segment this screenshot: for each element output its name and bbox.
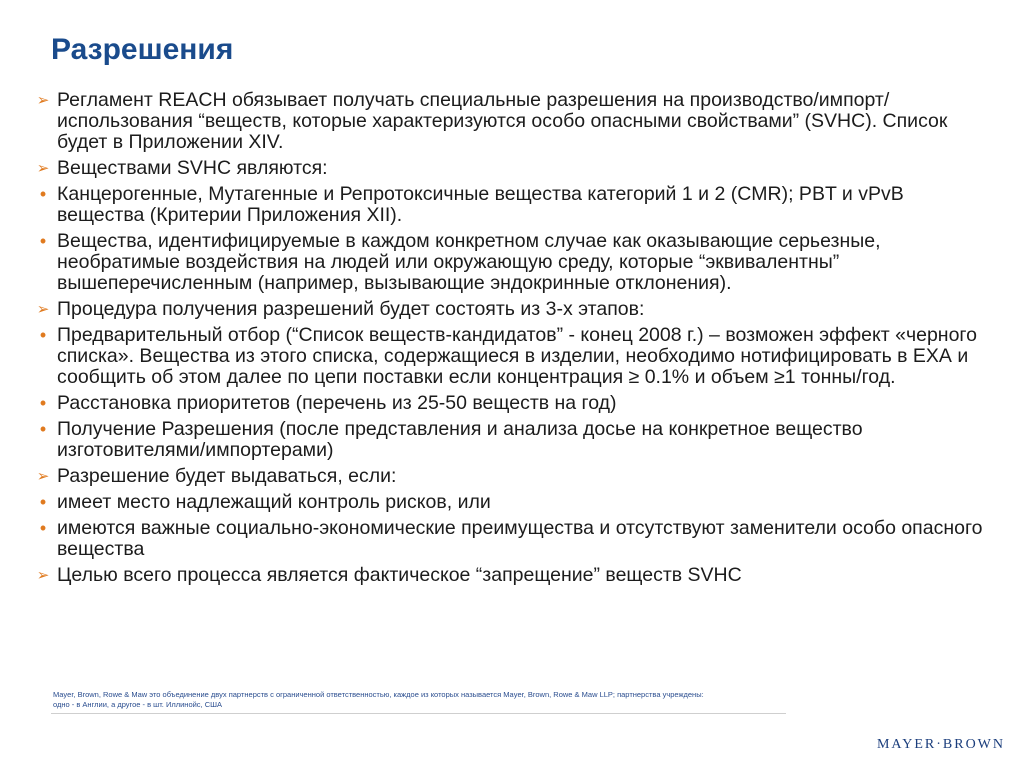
list-item xyxy=(36,492,996,513)
list-item xyxy=(36,231,996,294)
list-item-text: Канцерогенные, Мутагенные и Репротоксичные вещества категорий 1 и 2 (CMR); PBT и vPvB вещества (Критерии Приложения XII). xyxy=(57,183,904,226)
list-item xyxy=(36,419,996,461)
list-item xyxy=(36,393,996,414)
list-item-text: Регламент REACH обязывает получать специальные разрешения на производство/импорт/использования “веществ, которые характеризуются особо опасными свойствами” (SVHC). Список будет в Приложении XIV. xyxy=(57,89,948,153)
dot-bullet-icon: • xyxy=(39,393,47,413)
dot-bullet-icon: • xyxy=(39,325,47,345)
dot-bullet-icon: • xyxy=(39,419,47,439)
list-item-text: Целью всего процесса является фактическое “запрещение” веществ SVHC xyxy=(57,564,742,586)
arrow-bullet-icon: ➢ xyxy=(36,567,50,584)
footer-disclaimer-line: Mayer, Brown, Rowe & Maw это объединение двух партнерств с ограниченной ответственностью, каждое из которых называется Mayer, Brown, Rowe & Maw LLP; партнерства учреждены: xyxy=(53,690,704,699)
footer-disclaimer-line: одно - в Англии, а другое - в шт. Иллинойс, США xyxy=(53,700,223,709)
list-item-text: имеются важные социально-экономические преимущества и отсутствуют заменители особо опасного вещества xyxy=(57,517,983,560)
list-item-text: Веществами SVHC являются: xyxy=(57,157,328,179)
list-item xyxy=(36,299,996,320)
bullet-list xyxy=(36,90,996,591)
list-item xyxy=(36,565,996,586)
dot-bullet-icon: • xyxy=(39,184,47,204)
list-item xyxy=(36,184,996,226)
list-item xyxy=(36,466,996,487)
list-item-text: Получение Разрешения (после представления и анализа досье на конкретное вещество изготовителями/импортерами) xyxy=(57,418,863,461)
arrow-bullet-icon: ➢ xyxy=(36,92,50,109)
list-item-text: Вещества, идентифицируемые в каждом конкретном случае как оказывающие серьезные, необратимые воздействия на людей или окружающую среду, которые “эквивалентны” вышеперечисленным (например, вызывающие эндокринные отклонения). xyxy=(57,230,881,294)
list-item xyxy=(36,325,996,388)
list-item xyxy=(36,158,996,179)
dot-bullet-icon: • xyxy=(39,492,47,512)
footer-disclaimer xyxy=(53,690,813,710)
list-item xyxy=(36,90,996,153)
arrow-bullet-icon: ➢ xyxy=(36,301,50,318)
list-item-text: Расстановка приоритетов (перечень из 25-50 веществ на год) xyxy=(57,392,617,414)
list-item-text: Разрешение будет выдаваться, если: xyxy=(57,465,397,487)
dot-bullet-icon: • xyxy=(39,518,47,538)
company-logo: MAYER·BROWN xyxy=(876,737,1005,752)
arrow-bullet-icon: ➢ xyxy=(36,160,50,177)
list-item-text: Предварительный отбор (“Список веществ-кандидатов” - конец 2008 г.) – возможен эффект «черного списка». Вещества из этого списка, содержащиеся в изделии, необходимо нотифицировать в ЕХА и сообщить об этом далее по цепи поставки если концентрация ≥ 0.1% и объем ≥1 тонны/год. xyxy=(57,324,977,388)
dot-bullet-icon: • xyxy=(39,231,47,251)
list-item-text: имеет место надлежащий контроль рисков, или xyxy=(57,491,491,513)
list-item xyxy=(36,518,996,560)
arrow-bullet-icon: ➢ xyxy=(36,468,50,485)
footer-divider xyxy=(51,713,786,714)
list-item-text: Процедура получения разрешений будет состоять из 3-х этапов: xyxy=(57,298,645,320)
slide-title: Разрешения xyxy=(51,33,234,66)
